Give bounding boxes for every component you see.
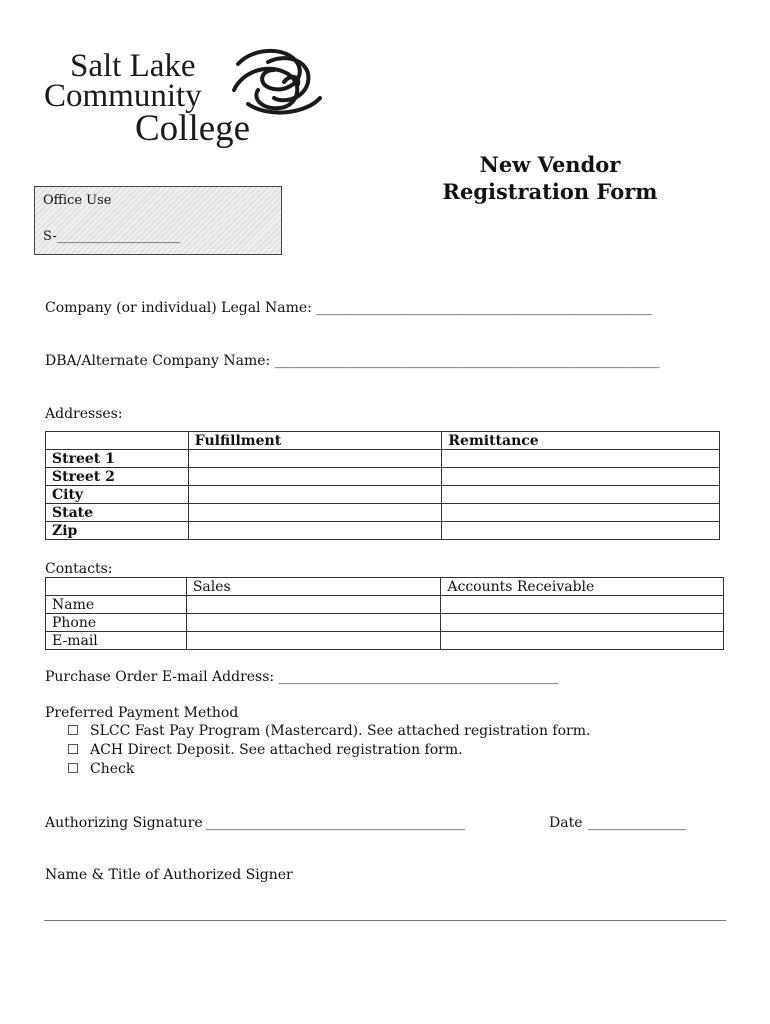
payment-option-label: SLCC Fast Pay Program (Mastercard). See attached registration form. — [90, 723, 591, 739]
fulfillment-zip-cell[interactable] — [188, 522, 442, 540]
authorized-signer-label: Name & Title of Authorized Signer — [45, 867, 293, 883]
address-row-label: Street 2 — [46, 468, 189, 486]
contact-row-label: E-mail — [46, 632, 187, 650]
remittance-street1-cell[interactable] — [442, 450, 720, 468]
payment-option-label: ACH Direct Deposit. See attached registration form. — [90, 742, 463, 758]
table-row — [46, 522, 720, 540]
sales-email-cell[interactable] — [186, 632, 441, 650]
sales-name-cell[interactable] — [186, 596, 441, 614]
authorizing-signature-field[interactable]: _____________________________________ — [206, 815, 465, 831]
payment-option-ach[interactable] — [68, 742, 463, 758]
logo-text-community: Community — [44, 78, 202, 114]
table-row — [46, 468, 720, 486]
checkbox-icon[interactable] — [68, 744, 78, 754]
dba-name-field[interactable]: DBA/Alternate Company Name: _______________________________________________________ — [45, 353, 660, 369]
addresses-header-row — [46, 432, 720, 450]
payment-option-fast-pay[interactable] — [68, 723, 590, 739]
contacts-header-row — [46, 578, 724, 596]
remittance-state-cell[interactable] — [442, 504, 720, 522]
contacts-header-blank — [46, 578, 187, 596]
checkbox-icon[interactable] — [68, 725, 78, 735]
office-s-number-field[interactable]: S-___________________ — [43, 229, 181, 244]
form-title-line-2: Registration Form — [442, 179, 658, 204]
logo-text-college: College — [135, 108, 251, 149]
form-title-line-1: New Vendor — [479, 152, 621, 177]
date-field[interactable]: ______________ — [588, 815, 686, 831]
table-row — [46, 486, 720, 504]
ar-phone-cell[interactable] — [441, 614, 724, 632]
remittance-zip-cell[interactable] — [442, 522, 720, 540]
college-emblem-icon — [228, 42, 324, 122]
date-label: Date — [549, 815, 583, 831]
addresses-header-remittance: Remittance — [442, 432, 720, 450]
table-row — [46, 450, 720, 468]
address-row-label: Street 1 — [46, 450, 189, 468]
fulfillment-street2-cell[interactable] — [188, 468, 442, 486]
contacts-header-accounts-receivable: Accounts Receivable — [441, 578, 724, 596]
office-use-box — [34, 186, 282, 255]
table-row — [46, 614, 724, 632]
fulfillment-state-cell[interactable] — [188, 504, 442, 522]
payment-option-check[interactable] — [68, 761, 134, 777]
office-use-label: Office Use — [43, 193, 112, 208]
contacts-table — [45, 577, 724, 650]
ar-name-cell[interactable] — [441, 596, 724, 614]
addresses-table — [45, 431, 720, 540]
table-row — [46, 596, 724, 614]
payment-option-label: Check — [90, 761, 135, 777]
authorizing-signature-label: Authorizing Signature — [45, 815, 203, 831]
table-row — [46, 504, 720, 522]
contact-row-label: Name — [46, 596, 187, 614]
address-row-label: City — [46, 486, 189, 504]
address-row-label: State — [46, 504, 189, 522]
fulfillment-street1-cell[interactable] — [188, 450, 442, 468]
addresses-header-fulfillment: Fulfillment — [188, 432, 442, 450]
contacts-label: Contacts: — [45, 561, 113, 577]
po-email-field[interactable]: Purchase Order E-mail Address: ________________________________________ — [45, 669, 559, 685]
ar-email-cell[interactable] — [441, 632, 724, 650]
contact-row-label: Phone — [46, 614, 187, 632]
logo-text-salt-lake: Salt Lake — [70, 48, 196, 84]
checkbox-icon[interactable] — [68, 763, 78, 773]
addresses-header-blank — [46, 432, 189, 450]
payment-method-label: Preferred Payment Method — [45, 705, 239, 721]
address-row-label: Zip — [46, 522, 189, 540]
addresses-label: Addresses: — [45, 406, 123, 422]
authorized-signer-line[interactable] — [44, 920, 726, 921]
remittance-street2-cell[interactable] — [442, 468, 720, 486]
legal-name-field[interactable]: Company (or individual) Legal Name: ________________________________________________ — [45, 300, 653, 316]
contacts-header-sales: Sales — [186, 578, 441, 596]
table-row — [46, 632, 724, 650]
remittance-city-cell[interactable] — [442, 486, 720, 504]
fulfillment-city-cell[interactable] — [188, 486, 442, 504]
sales-phone-cell[interactable] — [186, 614, 441, 632]
